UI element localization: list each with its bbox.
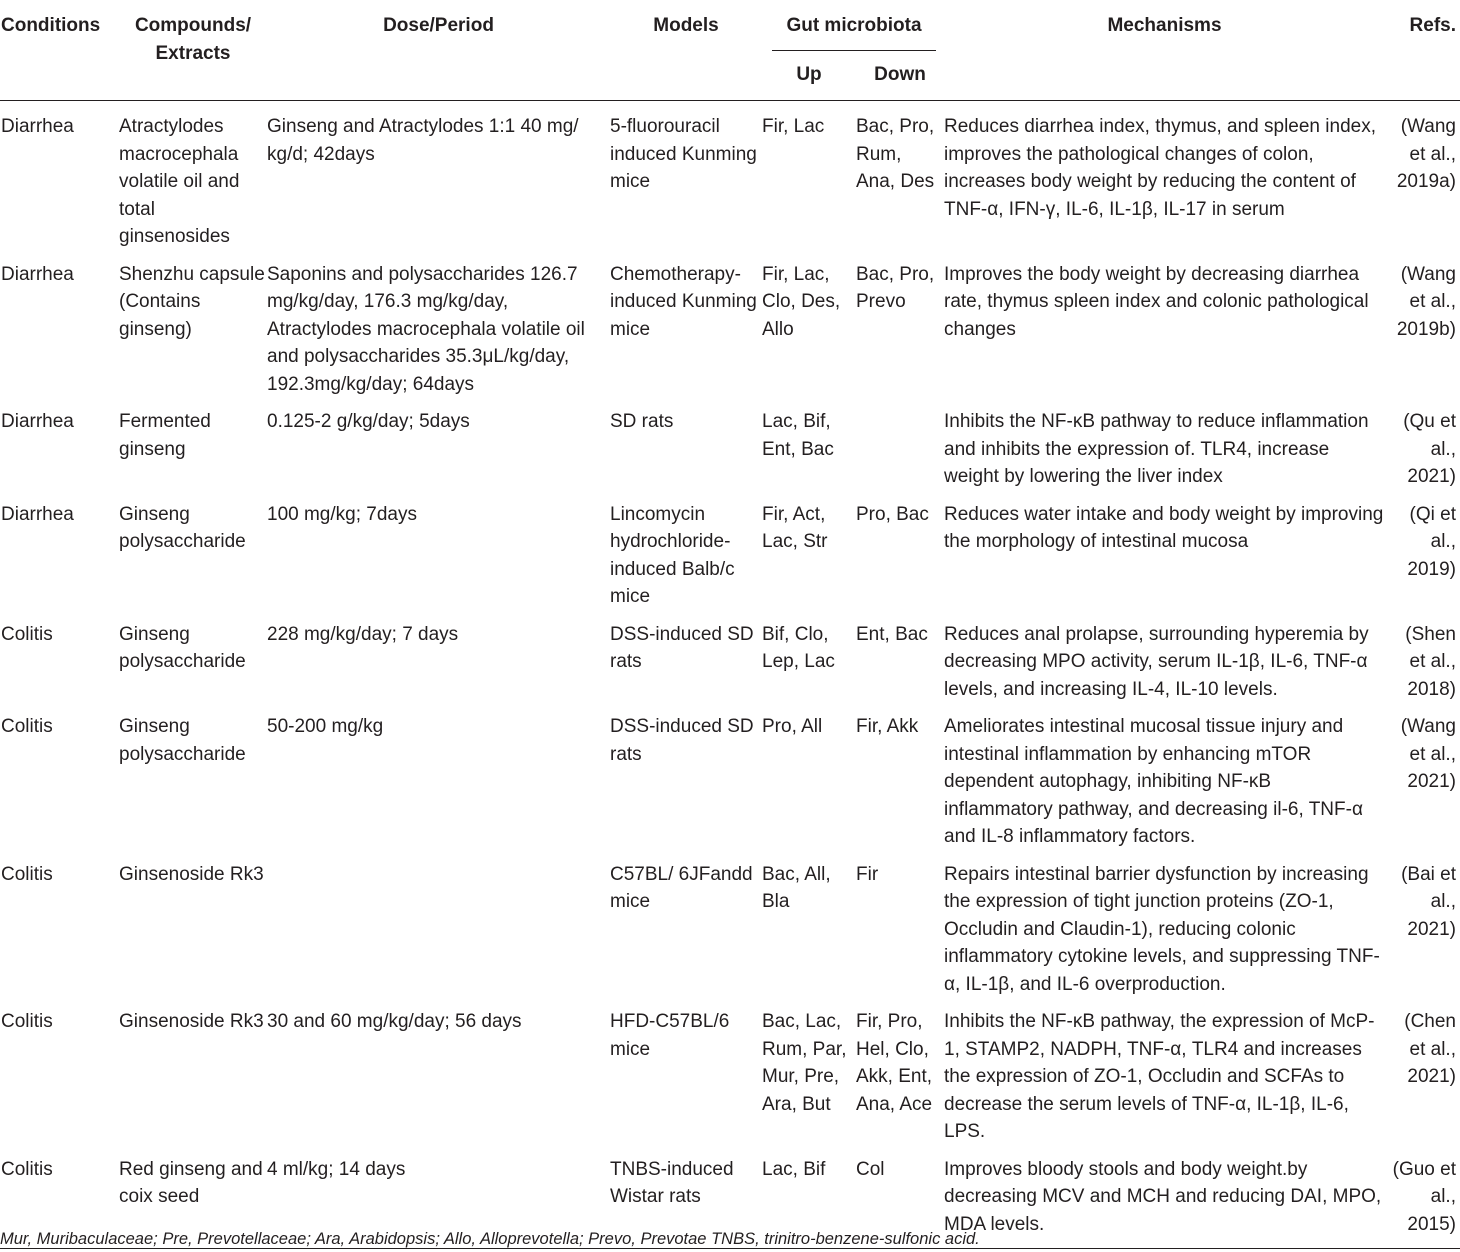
cell-up: Fir, Lac [762,116,825,137]
cell-model: Chemotherapy-induced Kunming mice [610,263,757,340]
cell-down: Ent, Bac [856,623,928,645]
header-row [0,0,1460,51]
cell-ref: (Wang et al., 2019b) [1396,263,1456,340]
cell-up: Bac, All, Bla [762,863,831,912]
header-models: Models [653,15,719,36]
cell-dose: 4 ml/kg; 14 days [267,1158,406,1180]
cell-ref: (Bai et al., 2021) [1401,863,1456,940]
cell-condition: Diarrhea [1,116,74,137]
cell-up: Fir, Lac, Clo, Des, Allo [762,263,841,340]
cell-mechanism: Reduces water intake and body weight by improving the morphology of intestinal mucosa [944,503,1384,552]
cell-compound: Fermented ginseng [119,411,211,460]
cell-up: Lac, Bif, Ent, Bac [762,411,834,460]
cell-up: Lac, Bif [762,1158,826,1180]
cell-up: Bif, Clo, Lep, Lac [762,623,835,672]
cell-condition: Colitis [1,1011,53,1032]
cell-ref: (Shen et al., 2018) [1405,623,1456,700]
cell-compound: Ginseng polysaccharide [119,623,246,672]
cell-mechanism: Ameliorates intestinal mucosal tissue injury and intestinal inflammation by enhancing mTOR dependent autophagy, inhibiting NF-κB inflammatory pathway, and decreasing il-6, TNF-α and IL-8 inflammatory factors. [944,716,1363,847]
table-row [0,398,1460,491]
cell-condition: Diarrhea [1,263,74,285]
header-dose: Dose/Period [383,15,494,36]
cell-down: Col [856,1158,885,1180]
table-body [0,101,1460,1249]
cell-down: Fir [856,863,879,885]
cell-dose: 100 mg/kg; 7days [267,503,417,525]
cell-ref: (Qu et al., 2021) [1403,411,1456,487]
cell-down [856,398,944,491]
cell-up: Pro, All [762,716,823,737]
cell-ref: (Chen et al., 2021) [1404,1011,1456,1087]
header-gut-microbiota [762,0,944,51]
cell-model: DSS-induced SD rats [610,623,754,672]
cell-model: DSS-induced SD rats [610,716,754,765]
table-row [0,998,1460,1146]
cell-model: Lincomycin hydrochloride-induced Balb/c mice [610,503,735,607]
cell-condition: Colitis [1,1158,53,1180]
cell-mechanism: Improves the body weight by decreasing diarrhea rate, thymus spleen index and colonic pathological changes [944,263,1369,340]
cell-compound: Ginseng polysaccharide [119,503,246,552]
cell-mechanism: Inhibits the NF-κB pathway, the expression of McP-1, STAMP2, NADPH, TNF-α, TLR4 and increases the expression of ZO-1, Occludin and SCFAs to decrease the serum levels of TNF-α, IL-1β, IL-6, LPS. [944,1011,1375,1142]
header-compounds: Compounds/ Extracts [134,15,252,64]
cell-dose: Ginseng and Atractylodes 1:1 40 mg/ kg/d; 42days [267,116,579,165]
cell-condition: Diarrhea [1,503,74,525]
header-up: Up [796,63,822,85]
cell-dose: 50-200 mg/kg [267,716,384,737]
cell-ref: (Wang et al., 2021) [1400,716,1456,792]
cell-ref: (Qi et al., 2019) [1407,503,1456,580]
cell-ref: (Guo et al., 2015) [1392,1158,1456,1235]
cell-condition: Colitis [1,863,53,885]
cell-dose: 30 and 60 mg/kg/day; 56 days [267,1011,522,1032]
cell-model: SD rats [610,411,674,432]
cell-down: Bac, Pro, Rum, Ana, Des [856,116,935,192]
cell-compound: Ginsenoside Rk3 [119,1011,264,1032]
header-refs: Refs. [1409,15,1456,36]
cell-condition: Colitis [1,623,53,645]
cell-down: Fir, Akk [856,716,919,737]
cell-compound: Red ginseng and coix seed [119,1158,263,1207]
table-row [0,101,1460,251]
cell-dose: 228 mg/kg/day; 7 days [267,623,459,645]
cell-ref: (Wang et al., 2019a) [1396,116,1456,192]
cell-compound: Atractylodes macrocephala volatile oil and total ginsenosides [119,116,240,247]
table-row [0,491,1460,611]
cell-model: C57BL/ 6JFandd mice [610,863,753,912]
header-gut-microbiota-label: Gut microbiota [772,12,936,51]
cell-dose: 0.125-2 g/kg/day; 5days [267,411,470,432]
cell-mechanism: Repairs intestinal barrier dysfunction by increasing the expression of tight junction proteins (ZO-1, Occludin and Claudin-1), reducing colonic inflammatory cytokine levels, and suppressing TNF-α, IL-1β, and IL-6 overproduction. [944,863,1380,995]
cell-mechanism: Reduces diarrhea index, thymus, and spleen index, improves the pathological changes of colon, increases body weight by reducing the content of TNF-α, IFN-γ, IL-6, IL-1β, IL-17 in serum [944,116,1376,220]
table-footnote: Mur, Muribaculaceae; Pre, Prevotellaceae; Ara, Arabidopsis; Allo, Alloprevotella; Prevo, Prevotae TNBS, trinitro-benzene-sulfonic acid. [0,1230,980,1248]
cell-mechanism: Inhibits the NF-κB pathway to reduce inflammation and inhibits the expression of. TLR4, increase weight by lowering the liver index [944,411,1369,487]
cell-condition: Diarrhea [1,411,74,432]
table-row [0,611,1460,704]
table-row [0,251,1460,399]
cell-down: Fir, Pro, Hel, Clo, Akk, Ent, Ana, Ace [856,1011,933,1115]
cell-condition: Colitis [1,716,53,737]
header-conditions: Conditions [1,15,101,36]
cell-down: Pro, Bac [856,503,929,525]
header-down: Down [874,63,926,85]
cell-model: 5-fluorouracil induced Kunming mice [610,116,757,192]
cell-up: Fir, Act, Lac, Str [762,503,828,552]
cell-compound: Ginseng polysaccharide [119,716,246,765]
cell-model: HFD-C57BL/6 mice [610,1011,730,1060]
table-row [0,851,1460,999]
cell-compound: Shenzhu capsule (Contains ginseng) [119,263,265,340]
cell-dose: Saponins and polysaccharides 126.7 mg/kg/day, 176.3 mg/kg/day, Atractylodes macrocephala volatile oil and polysaccharides 35.3μL/kg/day, 192.3mg/kg/day; 64days [267,263,585,395]
table-row [0,703,1460,851]
cell-down: Bac, Pro, Prevo [856,263,935,312]
cell-up: Bac, Lac, Rum, Par, Mur, Pre, Ara, But [762,1011,847,1115]
cell-compound: Ginsenoside Rk3 [119,863,264,885]
cell-dose [267,851,610,999]
cell-mechanism: Improves bloody stools and body weight.by decreasing MCV and MCH and reducing DAI, MPO, MDA levels. [944,1158,1382,1235]
cell-model: TNBS-induced Wistar rats [610,1158,734,1207]
cell-mechanism: Reduces anal prolapse, surrounding hyperemia by decreasing MPO activity, serum IL-1β, IL-6, TNF-α levels, and increasing IL-4, IL-10 levels. [944,623,1369,700]
header-mechanisms: Mechanisms [1107,15,1222,36]
